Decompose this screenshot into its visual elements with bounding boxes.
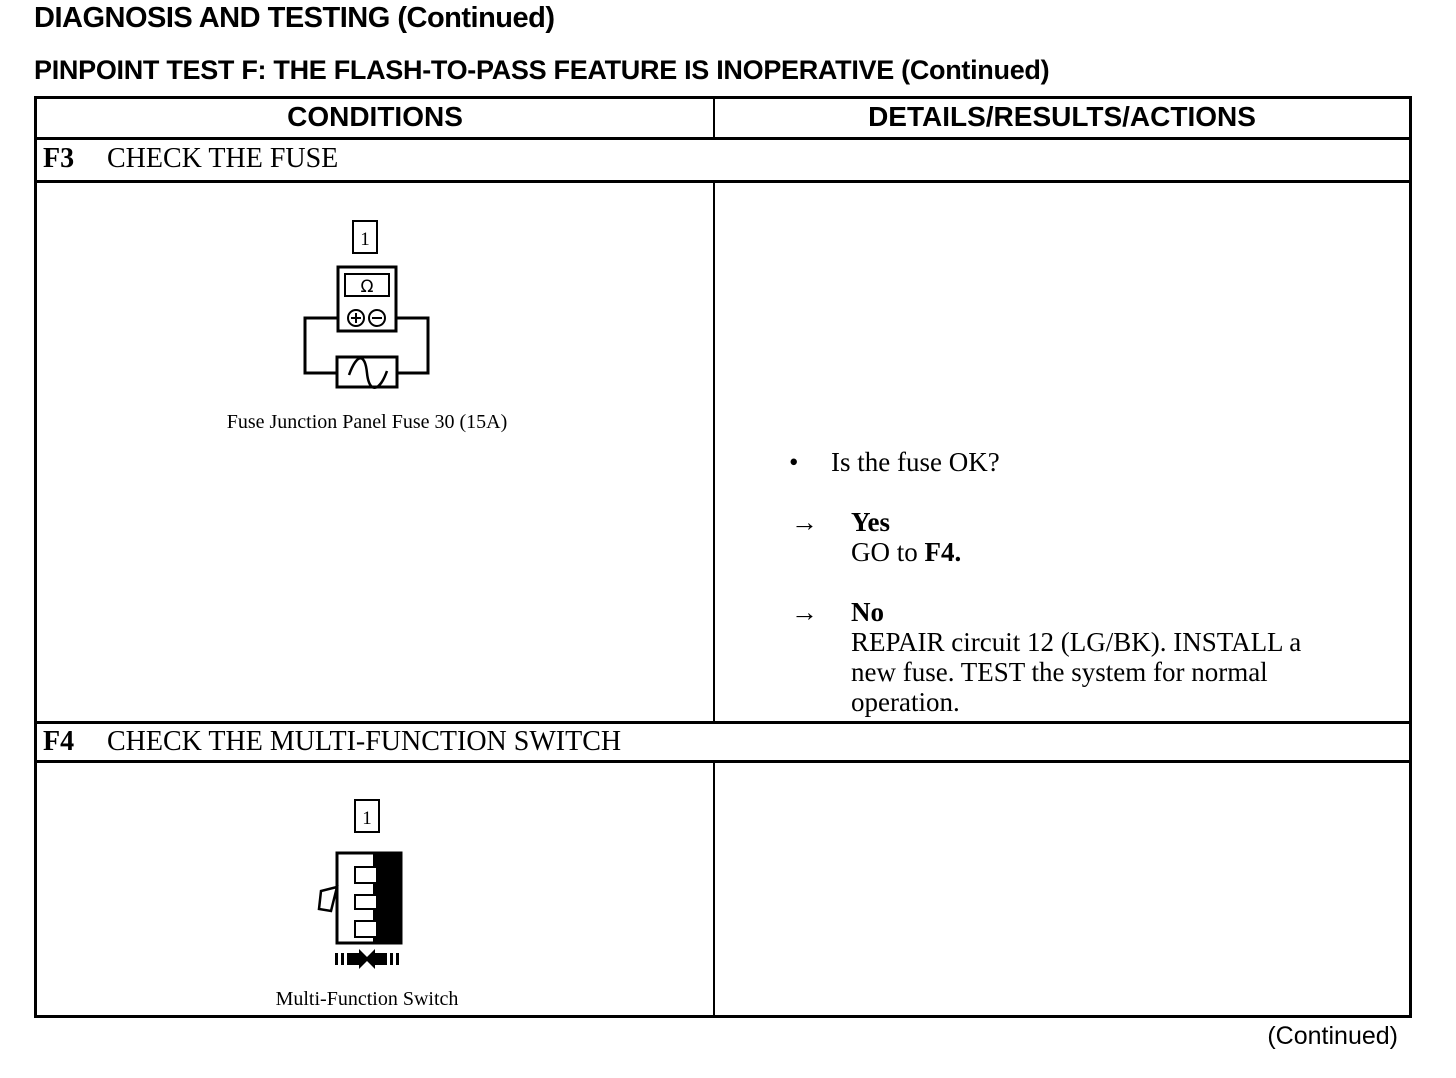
f4-step-number: 1: [362, 808, 372, 829]
yes-action-text: GO to: [851, 537, 925, 567]
f3-diagram-caption: Fuse Junction Panel Fuse 30 (15A): [226, 411, 508, 433]
multi-function-switch-diagram: [37, 763, 713, 973]
no-action-line: REPAIR circuit 12 (LG/BK). INSTALL a: [851, 627, 1302, 657]
f3-section-header: [37, 140, 1409, 183]
pinpoint-test-table: [34, 96, 1412, 1018]
column-divider: [713, 99, 715, 140]
arrow-right-icon: →: [791, 507, 818, 537]
pinpoint-test-title: PINPOINT TEST F: THE FLASH-TO-PASS FEATURE IS INOPERATIVE (Continued): [34, 55, 1050, 85]
f3-step-number: 1: [360, 229, 370, 250]
bullet-icon: •: [789, 447, 799, 477]
no-label: No: [851, 597, 884, 627]
table-header: [37, 99, 1409, 140]
f4-details-cell: [715, 763, 1409, 1018]
yes-label: Yes: [851, 507, 890, 537]
no-action-line: operation.: [851, 687, 960, 717]
f3-conditions-cell: [37, 183, 713, 721]
yes-action-target: F4.: [924, 537, 962, 567]
f4-step-title: CHECK THE MULTI-FUNCTION SWITCH: [107, 726, 622, 757]
page-title: DIAGNOSIS AND TESTING (Continued): [34, 2, 555, 34]
f3-question: Is the fuse OK?: [831, 447, 1000, 477]
conditions-column-header: CONDITIONS: [287, 101, 463, 132]
f4-section-header: [37, 721, 1409, 763]
continued-label: (Continued): [1267, 1022, 1398, 1050]
f4-step-id: F4: [43, 726, 75, 757]
ohmmeter-fuse-diagram: [37, 183, 713, 403]
details-column-header: DETAILS/RESULTS/ACTIONS: [868, 101, 1256, 132]
f3-details-cell: [715, 183, 1409, 721]
f4-diagram-caption: Multi-Function Switch: [275, 988, 459, 1010]
f3-step-id: F3: [43, 143, 75, 174]
no-action-line: new fuse. TEST the system for normal: [851, 657, 1268, 687]
ohm-symbol: Ω: [360, 277, 374, 297]
yes-action: [851, 537, 961, 567]
arrow-right-icon: →: [791, 597, 818, 627]
f4-conditions-cell: [37, 763, 713, 1018]
f3-step-title: CHECK THE FUSE: [107, 143, 339, 174]
